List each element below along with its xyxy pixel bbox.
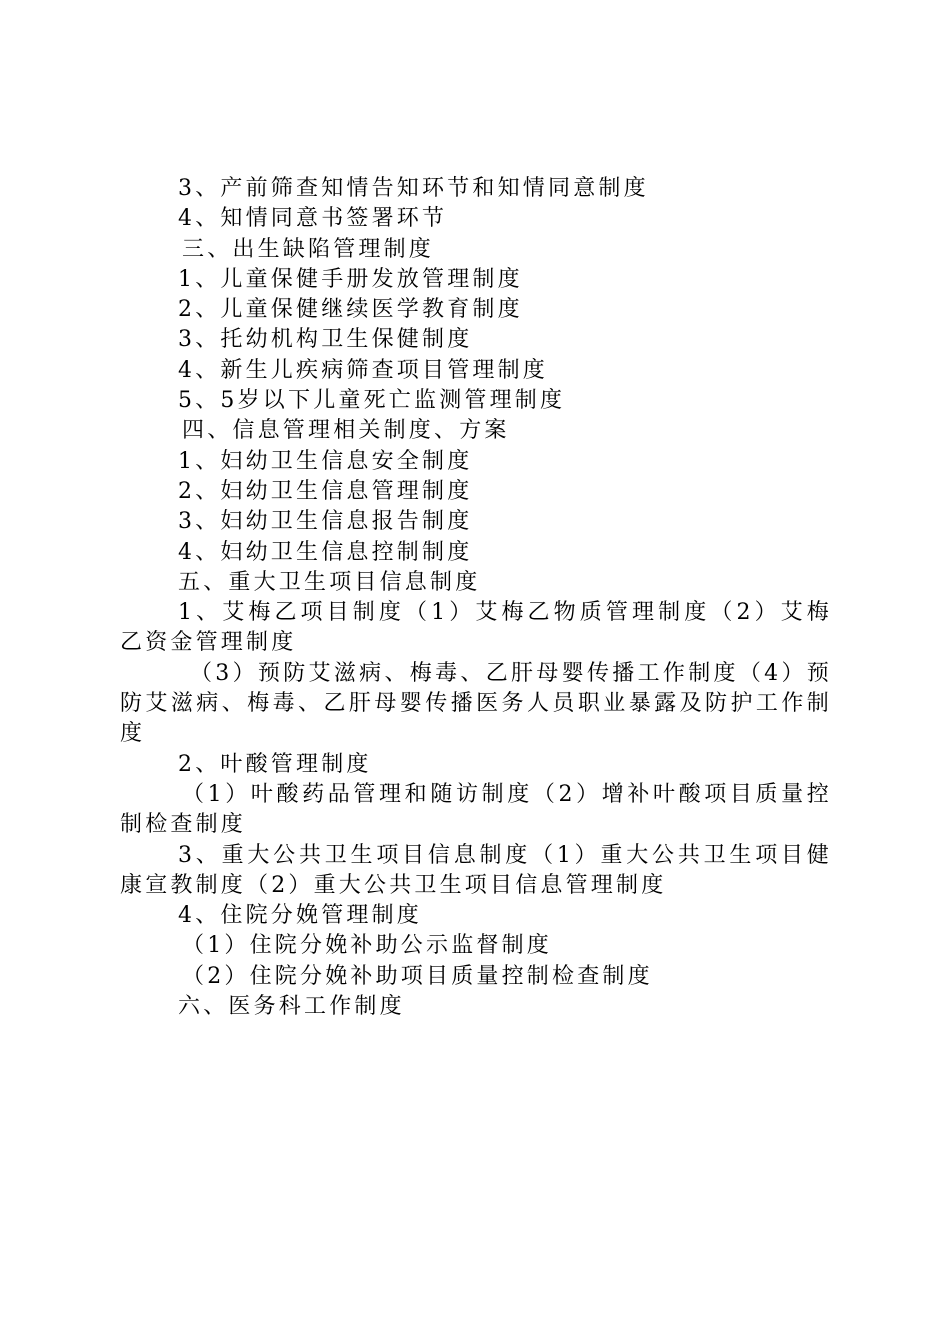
section-heading: 五、重大卫生项目信息制度 [178, 569, 481, 595]
text-line: 1、妇幼卫生信息安全制度 [178, 448, 473, 474]
text-line: 4、妇幼卫生信息控制制度 [178, 539, 473, 565]
document-body [120, 174, 832, 1022]
text-line: 4、知情同意书签署环节 [178, 206, 448, 232]
text-line: 3、妇幼卫生信息报告制度 [178, 509, 473, 535]
text-line: 2、妇幼卫生信息管理制度 [178, 478, 473, 504]
text-line: 1、儿童保健手册发放管理制度 [178, 266, 523, 292]
text-line: （1）住院分娩补助公示监督制度 [182, 933, 552, 959]
text-line: 5、5岁以下儿童死亡监测管理制度 [178, 388, 566, 414]
paragraph-aids-project: 1、艾梅乙项目制度（1）艾梅乙物质管理制度（2）艾梅乙资金管理制度 [120, 600, 832, 656]
paragraph-folic-acid: （1）叶酸药品管理和随访制度（2）增补叶酸项目质量控制检查制度 [120, 781, 832, 838]
text-line: 4、住院分娩管理制度 [178, 903, 422, 929]
paragraph-public-health: 3、重大公共卫生项目信息制度（1）重大公共卫生项目健康宣教制度（2）重大公共卫生项目信息管理制度 [120, 842, 832, 898]
text-line: 4、新生儿疾病筛查项目管理制度 [178, 357, 548, 383]
section-heading: 三、出生缺陷管理制度 [182, 236, 435, 262]
paragraph-aids-prevention: （3）预防艾滋病、梅毒、乙肝母婴传播工作制度（4）预防艾滋病、梅毒、乙肝母婴传播医务人员职业暴露及防护工作制度 [120, 660, 832, 747]
text-line: 2、儿童保健继续医学教育制度 [178, 297, 523, 323]
text-line: 3、产前筛查知情告知环节和知情同意制度 [178, 176, 649, 201]
text-line: 3、托幼机构卫生保健制度 [178, 327, 473, 353]
text-line: （2）住院分娩补助项目质量控制检查制度 [182, 963, 653, 989]
text-line: 2、叶酸管理制度 [178, 751, 372, 777]
section-heading: 六、医务科工作制度 [178, 994, 405, 1020]
section-heading: 四、信息管理相关制度、方案 [182, 418, 510, 444]
